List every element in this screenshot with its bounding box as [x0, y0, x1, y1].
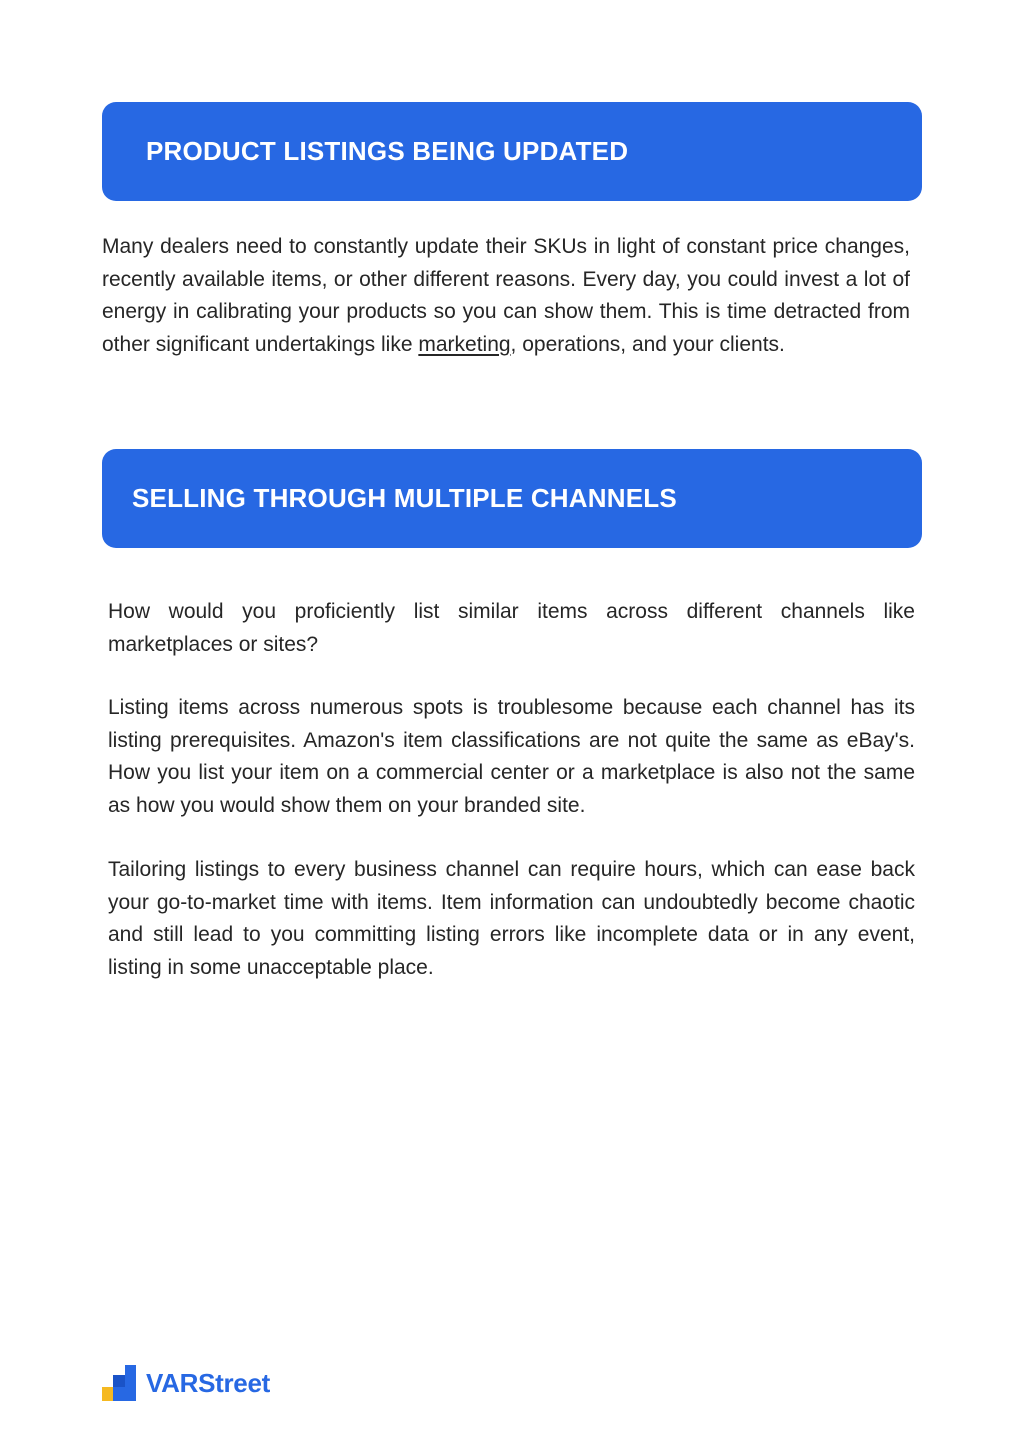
section-title: PRODUCT LISTINGS BEING UPDATED — [146, 136, 629, 166]
brand-logo — [102, 1364, 270, 1402]
section-title: SELLING THROUGH MULTIPLE CHANNELS — [132, 483, 677, 513]
section-heading-banner — [102, 102, 922, 201]
body-paragraph: How would you proficiently list similar items across different channels like marketplaces or sites? — [108, 600, 915, 656]
paragraph-text: , operations, and your clients. — [510, 332, 785, 356]
logo-wordmark: VARStreet — [146, 1367, 270, 1398]
marketing-link[interactable]: marketing — [418, 332, 511, 356]
body-paragraph: Listing items across numerous spots is troublesome because each channel has its listing prerequisites. Amazon's item classifications are not quite the same as eBay's. How you list your item on a commercial center or a marketplace is also not the same as how you would show them on your branded site. — [108, 696, 915, 817]
paragraph-text: Many dealers need to constantly update their SKUs in light of constant price changes, recently available items, or other different reasons. Every day, you could invest a lot of energy in calibrating your products so you can show them. This is time detracted from other significant undertakings like — [102, 235, 910, 356]
body-paragraph — [102, 231, 910, 361]
body-paragraph: Tailoring listings to every business channel can require hours, which can ease back your go-to-market time with items. Item information can undoubtedly become chaotic and still lead to you committing listing errors like incomplete data or in any event, listing in some unacceptable place. — [108, 858, 915, 979]
section-heading-banner — [102, 449, 922, 548]
varstreet-logo-icon — [102, 1365, 136, 1401]
